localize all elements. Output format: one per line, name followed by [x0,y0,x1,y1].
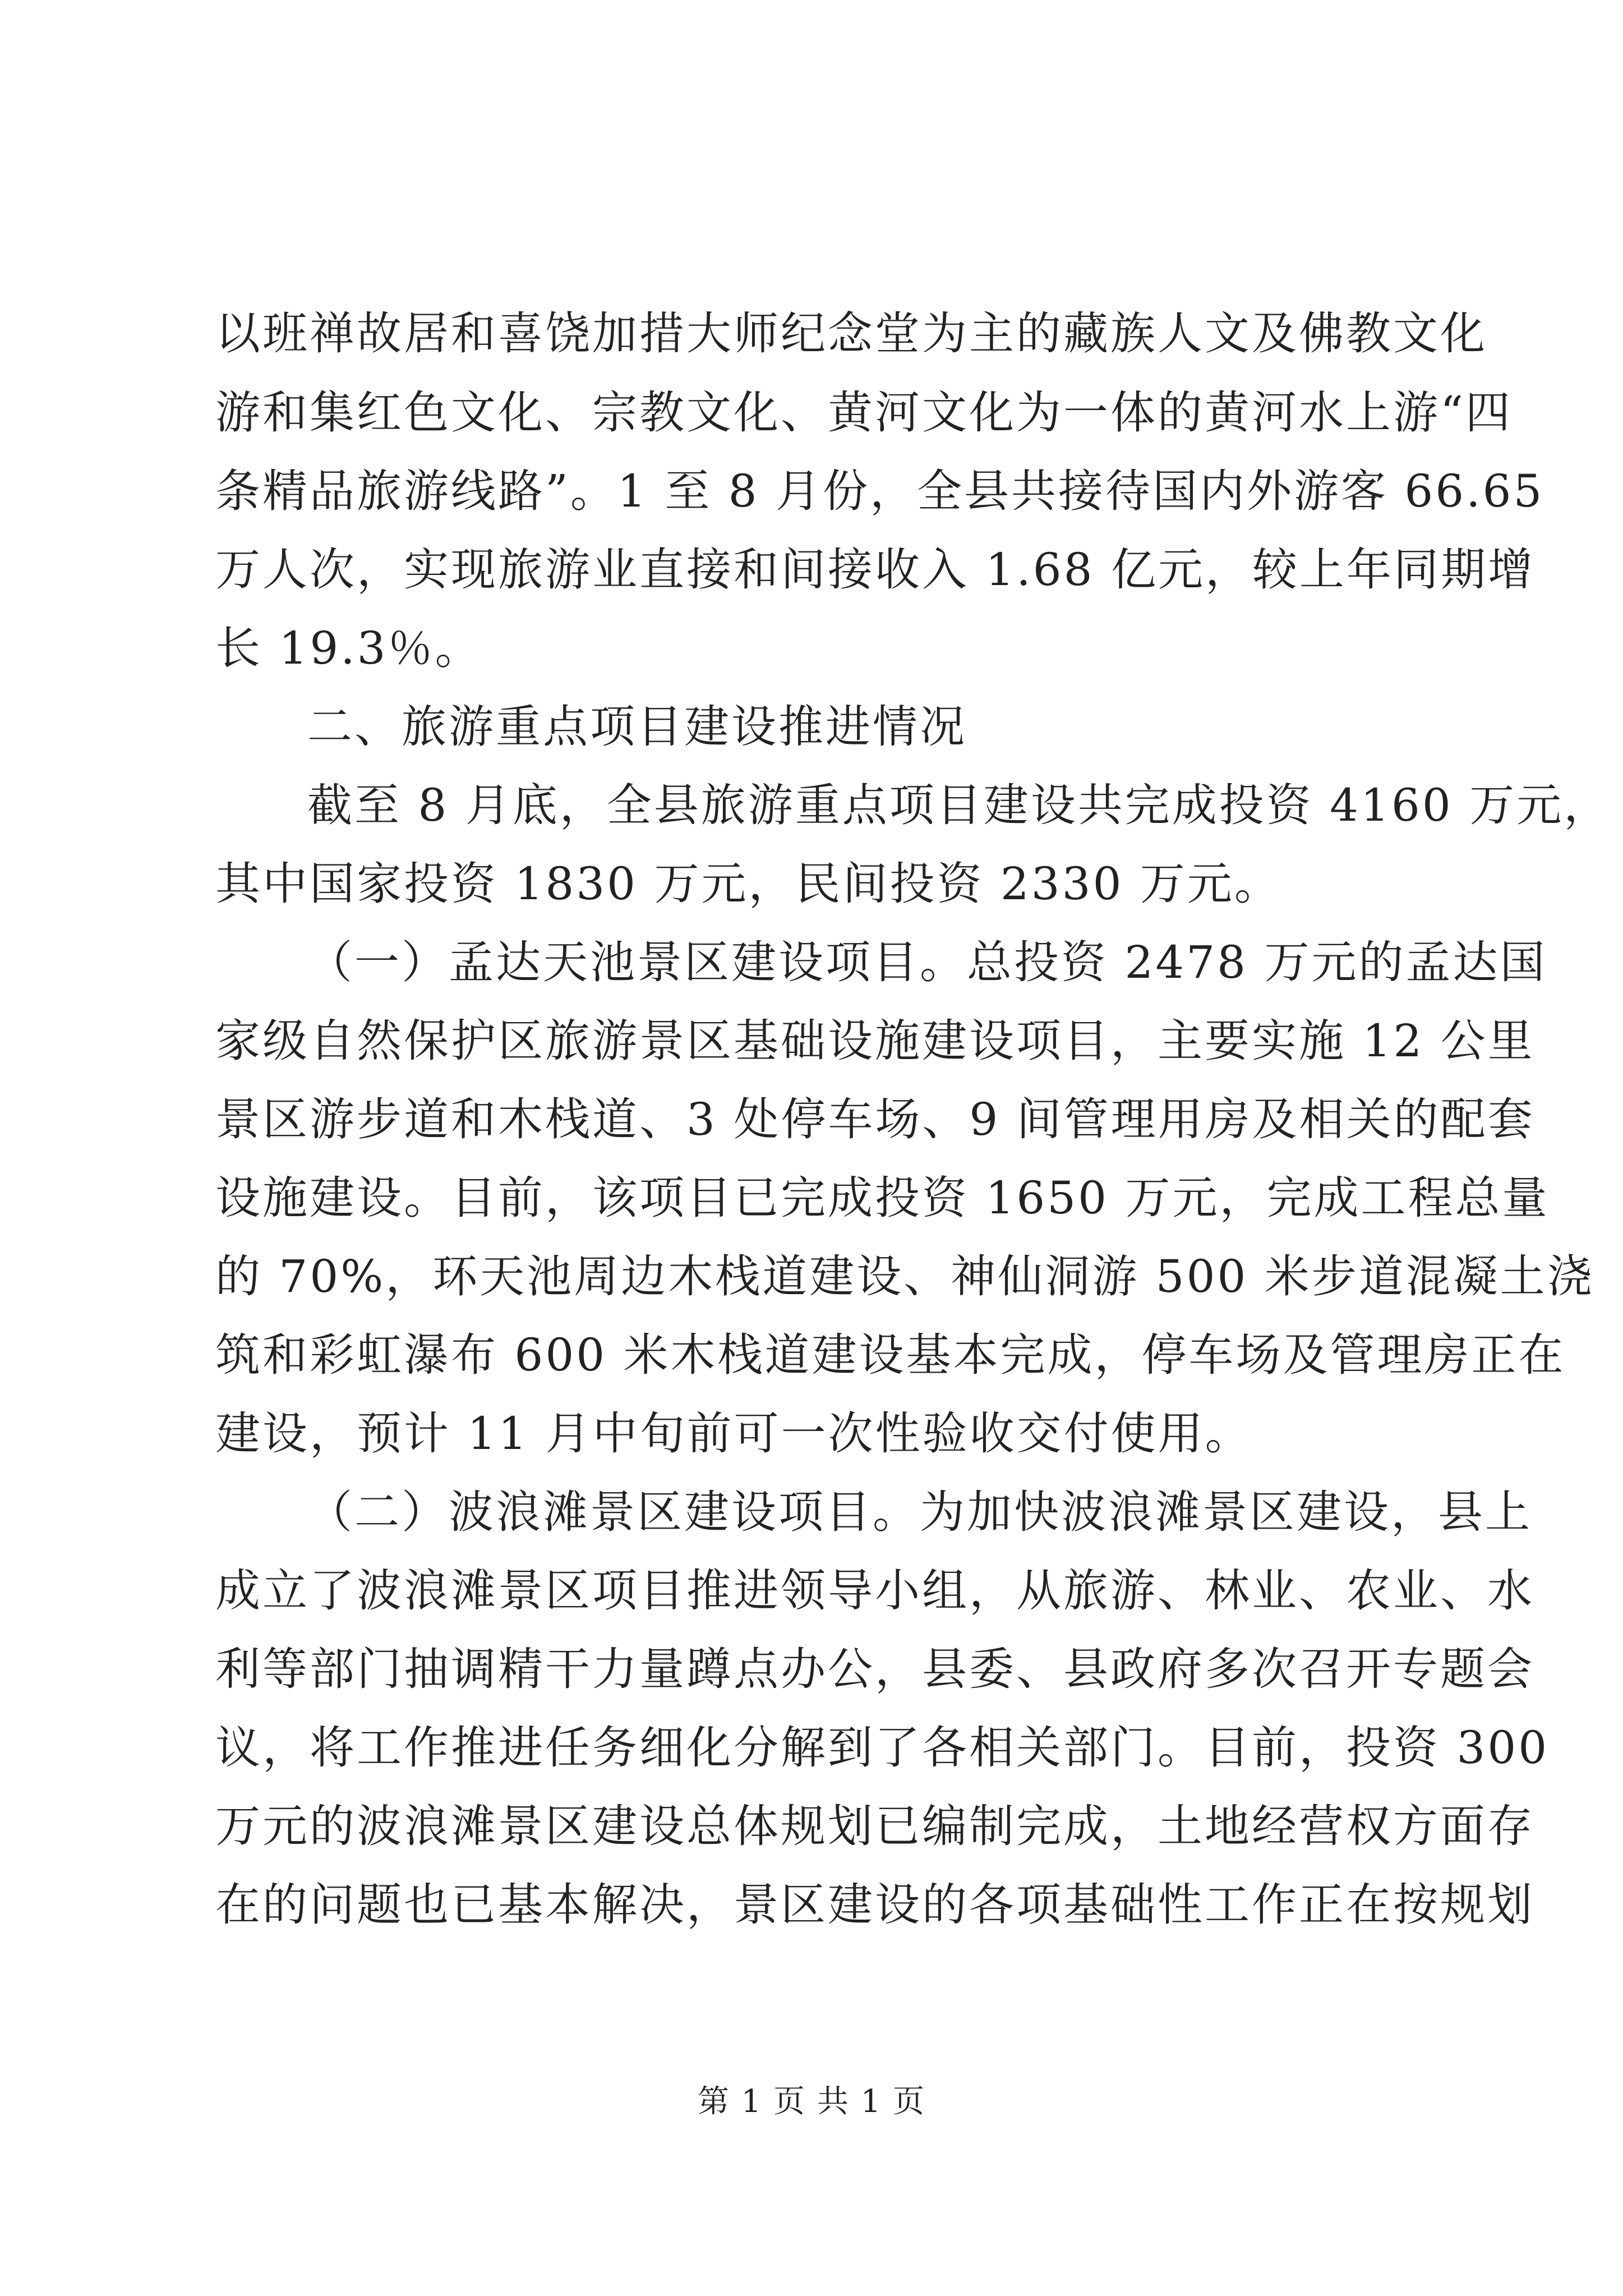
text-line: 游和集红色文化、宗教文化、黄河文化为一体的黄河水上游“四 [215,386,1513,439]
text-line: 其中国家投资 1830 万元，民间投资 2330 万元。 [215,858,1281,910]
page-number-footer: 第 1 页 共 1 页 [697,2083,926,2120]
text-line: 利等部门抽调精干力量蹲点办公，县委、县政府多次召开专题会 [215,1643,1534,1695]
text-line: 成立了波浪滩景区项目推进领导小组，从旅游、林业、农业、水 [215,1565,1534,1617]
text-line: 万元的波浪滩景区建设总体规划已编制完成，土地经营权方面存 [215,1800,1534,1852]
text-line: 万人次，实现旅游业直接和间接收入 1.68 亿元，较上年同期增 [215,544,1535,596]
text-line: 设施建设。目前，该项目已完成投资 1650 万元，完成工程总量 [215,1172,1550,1224]
text-line: 家级自然保护区旅游景区基础设施建设项目，主要实施 12 公里 [215,1015,1535,1067]
text-line: （二）波浪滩景区建设项目。为加快波浪滩景区建设，县上 [307,1486,1532,1538]
text-line: 景区游步道和木栈道、3 处停车场、9 间管理用房及相关的配套 [215,1093,1535,1145]
text-line: 截至 8 月底，全县旅游重点项目建设共完成投资 4160 万元， [307,779,1611,831]
text-line: 筑和彩虹瀑布 600 米木栈道建设基本完成，停车场及管理房正在 [215,1329,1566,1381]
text-line: 建设，预计 11 月中旬前可一次性验收交付使用。 [215,1407,1252,1460]
text-line: 条精品旅游线路”。1 至 8 月份，全县共接待国内外游客 66.65 [215,465,1544,517]
text-line: 长 19.3％。 [215,622,482,674]
text-line: 在的问题也已基本解决，景区建设的各项基础性工作正在按规划 [215,1879,1534,1931]
text-line: 以班禅故居和喜饶加措大师纪念堂为主的藏族人文及佛教文化 [215,307,1487,360]
section-heading: 二、旅游重点项目建设推进情况 [307,701,967,753]
text-line: 议，将工作推进任务细化分解到了各相关部门。目前，投资 300 [215,1722,1550,1774]
text-line: 的 70%，环天池周边木栈道建设、神仙洞游 500 米步道混凝土浇 [215,1250,1594,1303]
text-line: （一）孟达天池景区建设项目。总投资 2478 万元的孟达国 [307,936,1547,988]
